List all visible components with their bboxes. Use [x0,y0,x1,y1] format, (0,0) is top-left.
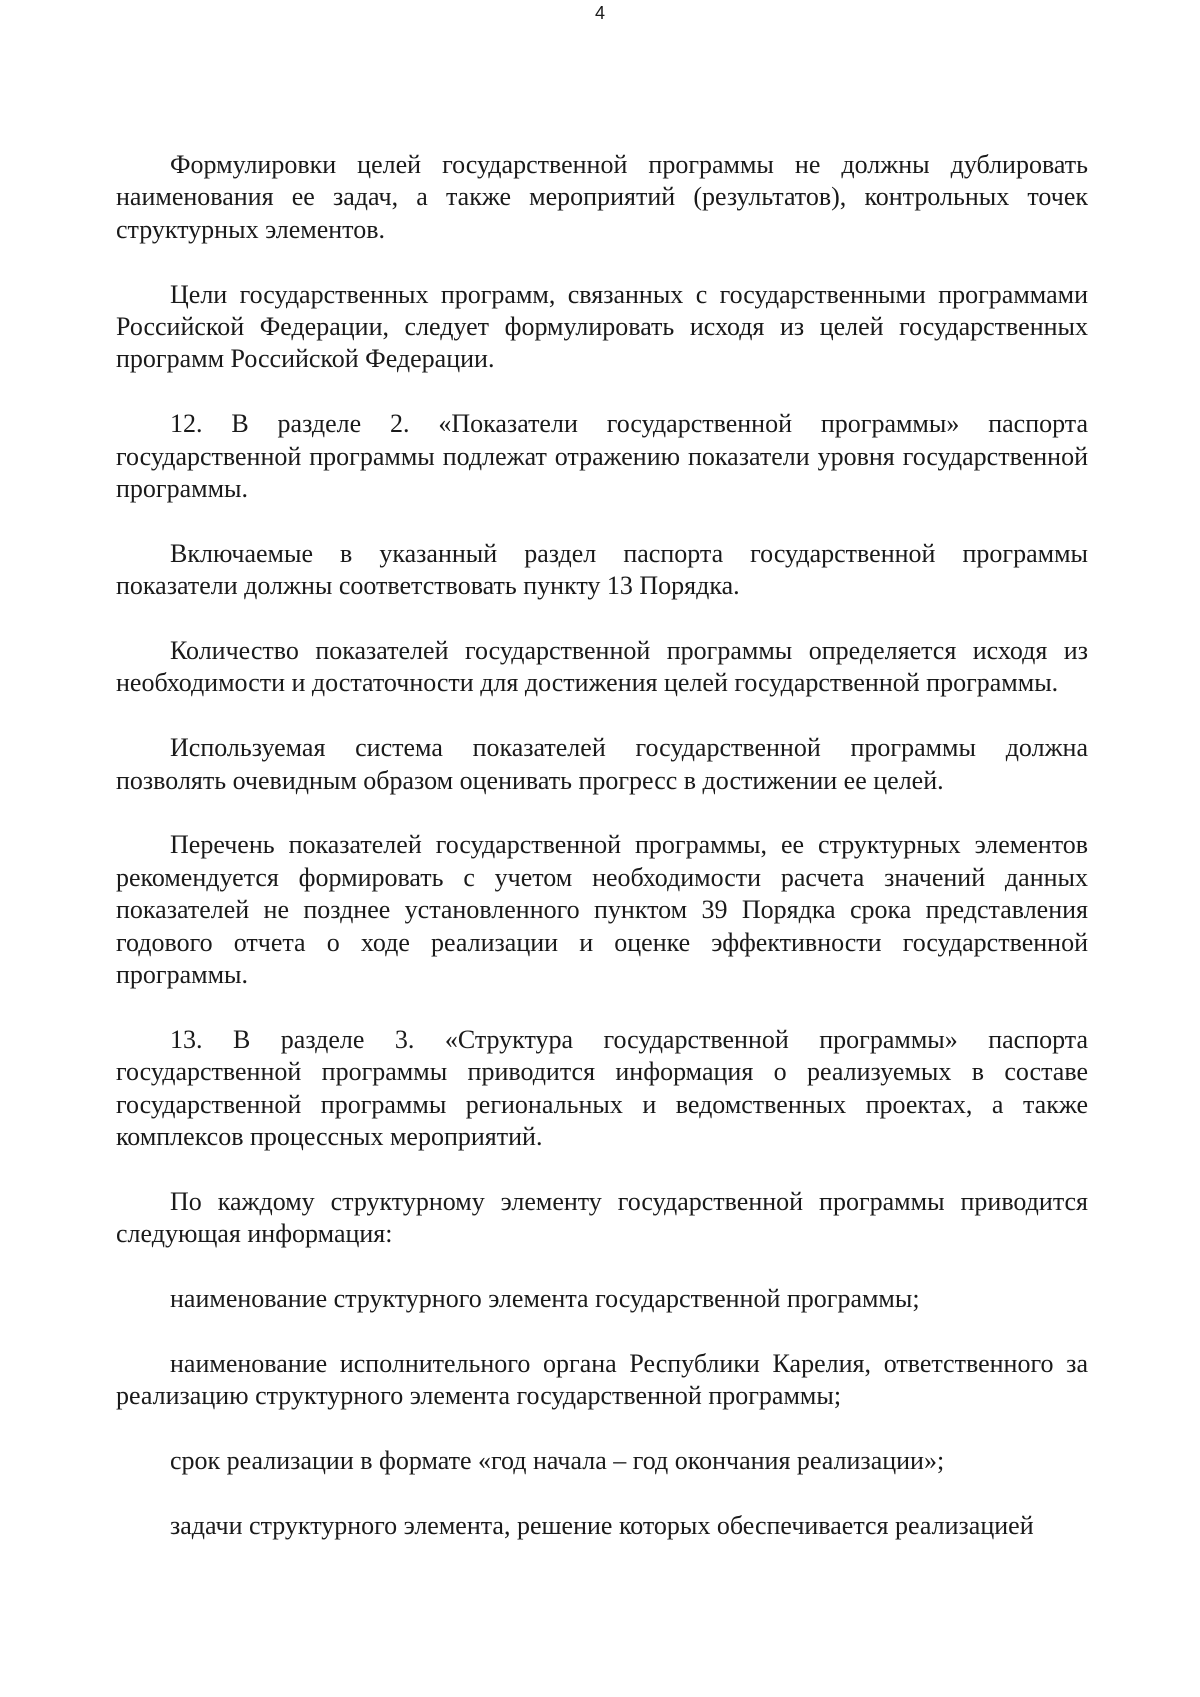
paragraph: 12. В разделе 2. «Показатели государственной программы» паспорта государственной программы подлежат отражению показатели уровня государственной программы. [116,409,1088,504]
paragraph: 13. В разделе 3. «Структура государственной программы» паспорта государственной программы приводится информация о реализуемых в составе государственной программы региональных и ведомственных проектах, а также комплексов процессных мероприятий. [116,1024,1088,1152]
paragraph: срок реализации в формате «год начала – год окончания реализации»; [170,1446,945,1476]
paragraph: Включаемые в указанный раздел паспорта государственной программы показатели должны соответствовать пункту 13 Порядка. [116,538,1088,601]
paragraph: Перечень показателей государственной программы, ее структурных элементов рекомендуется формировать с учетом необходимости расчета значений данных показателей не позднее установленного пунктом 39 Порядка срока представления годового отчета о ходе реализации и оценке эффективности государственной программы. [116,830,1088,990]
paragraph: Цели государственных программ, связанных с государственными программами Российской Федерации, следует формулировать исходя из целей государственных программ Российской Федерации. [116,279,1088,374]
paragraph: наименование исполнительного органа Республики Карелия, ответственного за реализацию структурного элемента государственной программы; [116,1348,1088,1411]
page-number: 4 [594,3,605,23]
document-body [116,149,1088,1542]
paragraph: наименование структурного элемента государственной программы; [170,1284,920,1314]
paragraph: задачи структурного элемента, решение которых обеспечивается реализацией [170,1510,1034,1540]
paragraph: По каждому структурному элементу государственной программы приводится следующая информация: [116,1186,1088,1249]
paragraph: Количество показателей государственной программы определяется исходя из необходимости и достаточности для достижения целей государственной программы. [116,636,1088,698]
paragraph: Используемая система показателей государственной программы должна позволять очевидным образом оценивать прогресс в достижении ее целей. [116,733,1088,795]
paragraph: Формулировки целей государственной программы не должны дублировать наименования ее задач, а также мероприятий (результатов), контрольных точек структурных элементов. [116,150,1088,244]
